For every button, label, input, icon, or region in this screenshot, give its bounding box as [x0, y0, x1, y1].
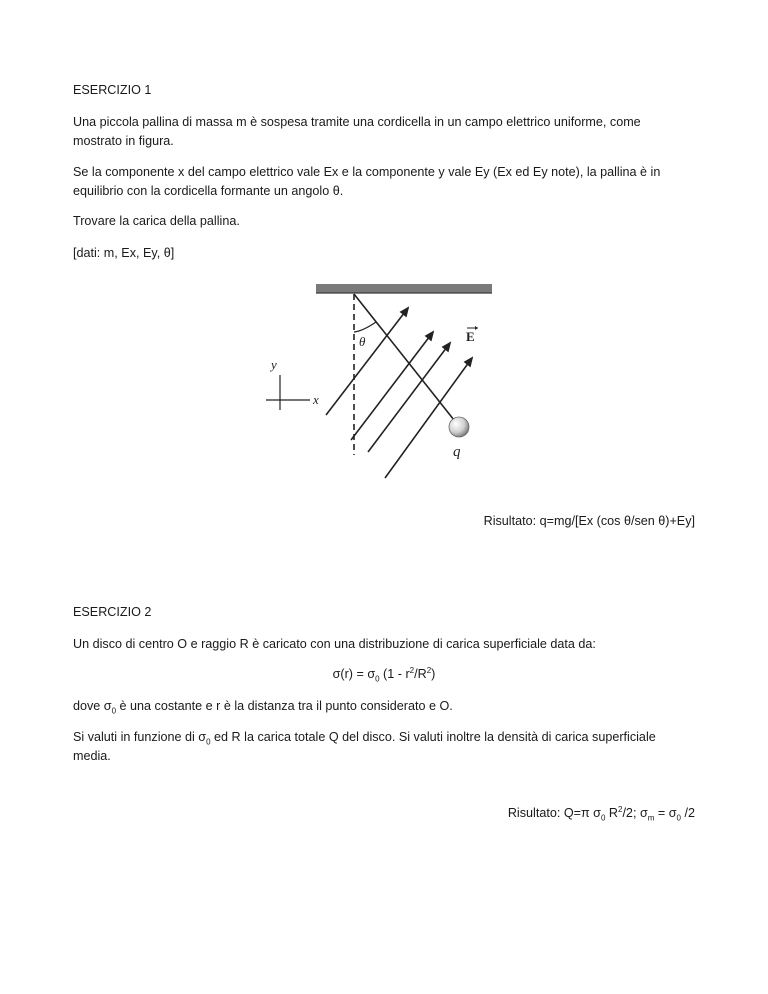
angle-arc — [354, 322, 376, 332]
exercise-1-title: ESERCIZIO 1 — [73, 83, 152, 97]
theta-label: θ — [359, 334, 366, 349]
exercise-1-paragraph-1: Una piccola pallina di massa m è sospesa tramite una cordicella in un campo elettrico uniforme, come mostrato in figura. — [73, 115, 641, 148]
exercise-2-result: Risultato: Q=π $\sigma_0$ $R^2/2$; $\sigma_m = \sigma_0$ /2 — [507, 804, 695, 823]
charged-ball — [449, 417, 469, 437]
charge-label: q — [453, 444, 461, 460]
x-axis-label: x — [313, 392, 319, 407]
exercise-1-paragraph-3: Trovare la carica della pallina. — [73, 214, 240, 228]
exercise-2-paragraph-2: dove $\sigma_0$ è una costante e r è la distanza tra il punto considerato e O. — [73, 699, 453, 716]
exercise-1-result: Risultato: q=mg/[Ex (cos θ/sen θ)+Ey] — [483, 514, 695, 528]
field-lines — [326, 308, 472, 478]
exercise-2-paragraph-1: Un disco di centro O e raggio R è caricato con una distribuzione di carica superficiale data da: — [73, 637, 596, 651]
exercise-2-title: ESERCIZIO 2 — [73, 605, 152, 619]
pendulum-figure — [260, 280, 500, 480]
charge-density-formula: $\sigma(r) = \sigma_0$ $(1 - r^2/R^2)$ — [332, 665, 436, 684]
exercise-1-paragraph-2: Se la componente x del campo elettrico vale Ex e la componente y vale Ey (Ex ed Ey note), la pallina è in equilibrio con la cordicella formante un angolo θ. — [73, 165, 661, 198]
y-axis-label: y — [271, 357, 277, 372]
exercise-1-data-line: [dati: m, Ex, Ey, θ] — [73, 246, 175, 260]
ceiling — [316, 284, 492, 293]
e-field-label: E — [466, 329, 475, 344]
exercise-2-paragraph-3: Si valuti in funzione di $\sigma_0$ ed R la carica totale Q del disco. Si valuti inoltre la densità di carica superficiale media. — [73, 730, 656, 763]
